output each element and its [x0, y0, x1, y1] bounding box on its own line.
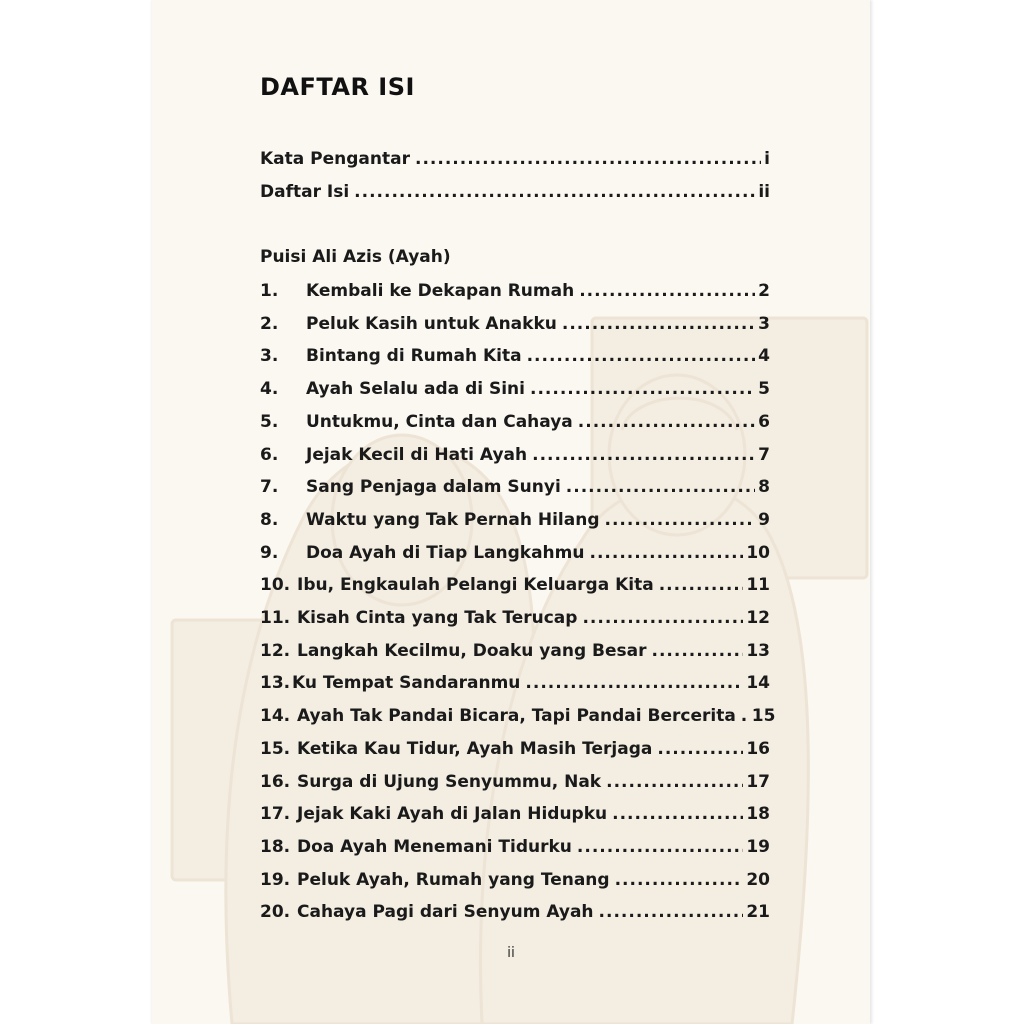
toc-entry [260, 507, 770, 533]
entry-number: 8. [260, 509, 279, 530]
entry-number: 1. [260, 281, 279, 301]
dot-leader [652, 638, 744, 664]
toc-entry [260, 670, 770, 696]
dot-leader [605, 507, 756, 533]
dot-leader [612, 801, 743, 827]
toc-entry [260, 540, 770, 566]
entry-page-number: 12 [746, 608, 770, 628]
dot-leader [566, 474, 755, 500]
entry-number: 14. [260, 706, 291, 727]
entry-number: 3. [260, 346, 279, 367]
page-title: DAFTAR ISI [260, 73, 415, 101]
entry-number: 20. [260, 902, 291, 923]
dot-leader [579, 278, 755, 304]
entry-page-number: 8 [758, 477, 770, 498]
entry-number: 9. [260, 542, 279, 563]
entry-number: 12. [260, 640, 291, 661]
entry-number: 18. [260, 836, 291, 857]
entry-number: 10. [260, 575, 291, 596]
entry-page-number: 21 [746, 902, 770, 923]
entry-number: 13. [260, 673, 291, 694]
dot-leader [577, 834, 743, 860]
toc-entry [260, 409, 770, 435]
toc-entry [260, 736, 770, 762]
entry-page-number: 15 [751, 706, 776, 727]
entry-page-number: ii [758, 182, 770, 202]
toc-entry [260, 801, 770, 827]
entry-title: Jejak Kaki Ayah di Jalan Hidupku [297, 804, 608, 825]
entry-title: Waktu yang Tak Pernah Hilang [306, 509, 600, 530]
dot-leader [599, 899, 744, 925]
entry-page-number: 11 [746, 575, 770, 596]
entry-number: 11. [260, 608, 291, 628]
entry-title: Sang Penjaga dalam Sunyi [306, 477, 561, 498]
entry-number: 7. [260, 477, 279, 498]
entry-title: Untukmu, Cinta dan Cahaya [306, 411, 573, 432]
entry-page-number: 2 [758, 281, 770, 301]
toc-entry [260, 834, 770, 860]
dot-leader [530, 376, 755, 402]
entry-title: Jejak Kecil di Hati Ayah [306, 444, 528, 465]
toc-entry [260, 146, 770, 172]
entry-page-number: 14 [746, 673, 770, 694]
entry-title: Kisah Cinta yang Tak Terucap [297, 608, 578, 628]
dot-leader [606, 769, 743, 795]
dot-leader [527, 343, 756, 369]
toc-entry [260, 899, 770, 925]
entry-page-number: i [764, 149, 770, 169]
dot-leader [657, 736, 743, 762]
entry-title: Bintang di Rumah Kita [306, 346, 522, 367]
dot-leader [532, 442, 755, 468]
entry-title: Kata Pengantar [260, 149, 410, 169]
toc-entry [260, 442, 770, 468]
toc-entry [260, 638, 770, 664]
document-page [152, 0, 870, 1024]
entry-number: 5. [260, 411, 279, 432]
dot-leader [525, 670, 743, 696]
entry-title: Ayah Tak Pandai Bicara, Tapi Pandai Bercerita [297, 706, 736, 727]
entry-page-number: 13 [746, 640, 770, 661]
entry-page-number: 4 [758, 346, 770, 367]
entry-title: Peluk Ayah, Rumah yang Tenang [297, 869, 610, 890]
dot-leader [741, 703, 749, 729]
entry-number: 16. [260, 771, 291, 792]
entry-title: Doa Ayah di Tiap Langkahmu [306, 542, 585, 563]
entry-title: Surga di Ujung Senyummu, Nak [297, 771, 602, 792]
toc-entry [260, 703, 776, 729]
entry-page-number: 18 [746, 804, 770, 825]
entry-title: Ketika Kau Tidur, Ayah Masih Terjaga [297, 738, 653, 759]
dot-leader [354, 179, 755, 205]
section-heading: Puisi Ali Azis (Ayah) [260, 247, 451, 267]
entry-number: 2. [260, 313, 279, 334]
dot-leader [589, 540, 743, 566]
entry-title: Peluk Kasih untuk Anakku [306, 313, 557, 334]
footer-page-number: ii [507, 945, 515, 961]
entry-page-number: 9 [758, 509, 770, 530]
entry-title: Ku Tempat Sandaranmu [292, 673, 521, 694]
toc-entry [260, 376, 770, 402]
dot-leader [562, 311, 755, 337]
toc-entry [260, 179, 770, 205]
toc-entry [260, 605, 770, 631]
entry-number: 6. [260, 444, 279, 465]
entry-page-number: 7 [758, 444, 770, 465]
entry-page-number: 10 [746, 542, 770, 563]
toc-entry [260, 474, 770, 500]
dot-leader [578, 409, 755, 435]
entry-title: Ibu, Engkaulah Pelangi Keluarga Kita [297, 575, 654, 596]
entry-number: 4. [260, 379, 279, 400]
entry-page-number: 5 [758, 379, 770, 400]
toc-entry [260, 343, 770, 369]
entry-title: Daftar Isi [260, 182, 350, 202]
entry-page-number: 6 [758, 411, 770, 432]
dot-leader [659, 572, 744, 598]
entry-title: Kembali ke Dekapan Rumah [306, 281, 575, 301]
entry-number: 19. [260, 869, 291, 890]
entry-number: 17. [260, 804, 291, 825]
entry-title: Doa Ayah Menemani Tidurku [297, 836, 572, 857]
entry-number: 15. [260, 738, 291, 759]
toc-entry [260, 278, 770, 304]
entry-page-number: 3 [758, 313, 770, 334]
toc-entry [260, 311, 770, 337]
entry-title: Cahaya Pagi dari Senyum Ayah [297, 902, 594, 923]
entry-title: Ayah Selalu ada di Sini [306, 379, 525, 400]
toc-entry [260, 769, 770, 795]
dot-leader [615, 867, 744, 893]
entry-page-number: 20 [746, 869, 770, 890]
dot-leader [582, 605, 743, 631]
entry-page-number: 19 [746, 836, 770, 857]
entry-page-number: 16 [746, 738, 770, 759]
entry-title: Langkah Kecilmu, Doaku yang Besar [297, 640, 647, 661]
toc-entry [260, 867, 770, 893]
dot-leader [415, 146, 761, 172]
entry-page-number: 17 [746, 771, 770, 792]
toc-entry [260, 572, 770, 598]
